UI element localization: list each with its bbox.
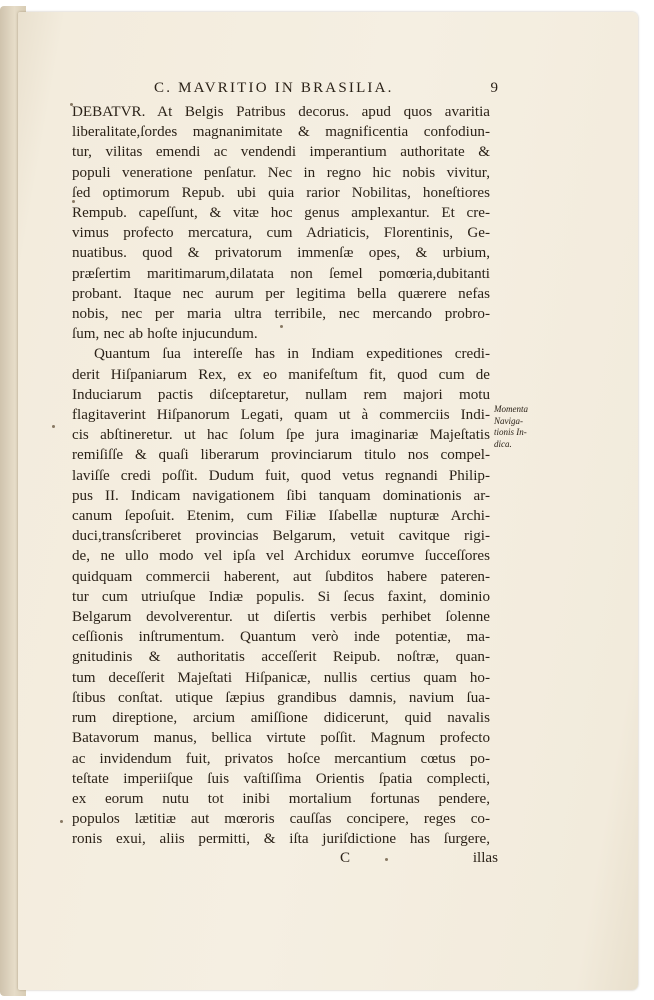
text-line: quidquam commercii haberent, aut ſubditos habere pateren-: [72, 568, 490, 585]
text-line: vimus profecto mercatura, cum Adriaticis, Florentinis, Ge-: [72, 225, 490, 242]
text-line: duci,transſcriberet provincias Belgarum, vetuit cavitque rigi-: [72, 528, 490, 545]
text-line: laviſſe credi poſſit. Dudum fuit, quod vetus regnandi Philip-: [72, 467, 490, 484]
catchword: illas: [472, 849, 498, 866]
text-line: Rempub. capeſſunt, & vitæ hoc genus amplexantur. Et cre-: [72, 205, 490, 222]
text-line: nobis, nec per maria ultra terribile, nec mercando probro-: [72, 306, 490, 323]
marginal-note: [494, 404, 538, 450]
text-line: tur, vilitas emendi ac vendendi imperantium authoritate &: [72, 144, 490, 161]
marginal-note-line: dica.: [494, 438, 512, 449]
body-text: [72, 102, 490, 850]
text-line: ſed optimorum Repub. ubi quia rarior Nobilitas, honeſtiores: [72, 184, 490, 201]
paragraph-1: [72, 102, 490, 344]
text-line: ceſſionis inſtrumentum. Quantum verò inde potentiæ, ma-: [72, 629, 490, 646]
text-line: pus II. Indicam navigationem ſibi tanquam dominationis ar-: [72, 487, 490, 504]
text-line: de, ne ullo modo vel ipſa vel Archidux eorumve ſucceſſores: [72, 548, 490, 565]
text-line: ſtibus conſtat. utique ſæpius grandibus damnis, navium ſua-: [72, 689, 490, 706]
text-line: ac invidendum fuit, privatos hoſce mercantium cœtus po-: [72, 750, 490, 767]
page-content: [72, 80, 498, 872]
signature-mark: C: [340, 849, 351, 866]
text-line: gnitudinis & authoritatis acceſſerit Reipub. noſtræ, quan-: [72, 649, 490, 666]
text-line: Induciarum pactis diſceptaretur, nullam rem majori motu: [72, 386, 490, 403]
marginal-note-line: Naviga-: [494, 415, 523, 426]
text-line: tum deceſſerit Majeſtati Hiſpanicæ, nullis certius quam ho-: [72, 669, 490, 686]
text-line: remiſiſſe & quaſi liberarum provinciarum titulo nos compel-: [72, 447, 490, 464]
text-line: Belgarum devolverentur. ut diſertis verbis perhibet ſolenne: [72, 609, 490, 626]
running-head-title: C. MAVRITIO IN BRASILIA.: [154, 80, 394, 96]
text-line: flagitaverint Hiſpanorum Legati, quam ut à commerciis Indi-: [72, 407, 490, 424]
text-line: ſum, nec ab hoſte injucundum.: [72, 326, 258, 343]
text-line: populos lætitiæ aut mœroris cauſſas concipere, reges co-: [72, 811, 490, 828]
text-line: tur cum utriuſque Indiæ populis. Si ſecus faxint, dominio: [72, 588, 490, 605]
text-line: DEBATVR. At Belgis Patribus decorus. apud quos avaritia: [72, 104, 490, 120]
text-line: probant. Itaque nec aurum per legitima bella quærere nefas: [72, 285, 490, 302]
marginal-note-line: Momenta: [494, 404, 528, 414]
text-line: nuatibus. quod & privatorum immenſæ opes, & urbium,: [72, 245, 490, 262]
text-line: ex eorum nutu tot inibi mortalium fortunas pendere,: [72, 790, 490, 807]
text-line: canum ſepoſuit. Etenim, cum Filiæ Iſabellæ nupturæ Archi-: [72, 508, 490, 525]
page-footer: [72, 849, 498, 872]
page-number: 9: [490, 80, 498, 96]
text-line: cis abſtineretur. ut hac ſolum ſpe jura imaginariæ Majeſtatis: [72, 427, 490, 444]
text-line: præſertim maritimarum,dilatata non ſemel pomœria,dubitanti: [72, 265, 490, 282]
paragraph-2: [72, 344, 490, 849]
text-line: ronis exui, aliis permitti, & iſta juriſdictione has ſurgere,: [72, 831, 490, 848]
marginal-note-line: tionis In-: [494, 427, 527, 437]
text-line: populi veneratione penſatur. Nec in regno hic nobis vivitur,: [72, 164, 490, 181]
text-line: rum direptione, arcium amiſſione didicerunt, quid navalis: [72, 710, 490, 727]
text-line: Quantum ſua intereſſe has in Indiam expeditiones credi-: [94, 346, 490, 363]
text-line: Batavorum manus, bellica virtute poſſit. Magnum profecto: [72, 730, 490, 747]
text-line: derit Hiſpaniarum Rex, ex eo manifeſtum fit, quod cum de: [72, 366, 490, 383]
text-line: teſtate imperiiſque ſuis vaſtiſſima Orientis ſpatia complecti,: [72, 770, 490, 787]
text-line: liberalitate,ſordes magnanimitate & magnificentia confodiun-: [72, 124, 490, 141]
running-head: [72, 80, 498, 102]
